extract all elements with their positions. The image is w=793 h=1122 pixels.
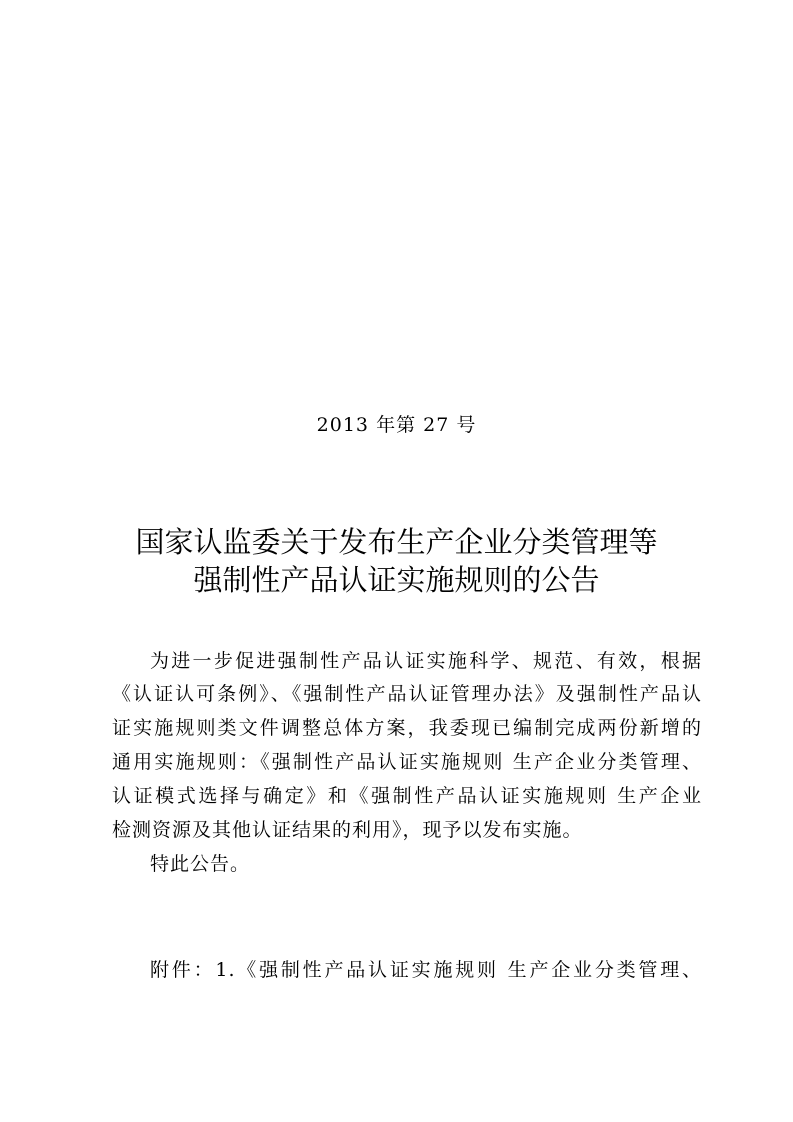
body-paragraph-line: 检测资源及其他认证结果的利用》，现予以发布实施。 <box>112 819 583 841</box>
title-line-2: 强制性产品认证实施规则的公告 <box>193 563 600 597</box>
body-paragraph-line: 认证模式选择与确定》和《强制性产品认证实施规则 生产企业 <box>112 785 702 807</box>
body-paragraph-line: 证实施规则类文件调整总体方案，我委现已编制完成两份新增的 <box>112 717 702 739</box>
body-paragraph-line: 《认证认可条例》、《强制性产品认证管理办法》及强制性产品认 <box>112 683 702 705</box>
title-line-1: 国家认监委关于发布生产企业分类管理等 <box>135 525 658 559</box>
document-number: 2013 年第 27 号 <box>316 414 477 436</box>
attachment-line: 附件：1.《强制性产品认证实施规则 生产企业分类管理、 <box>150 959 702 981</box>
body-paragraph-line: 为进一步促进强制性产品认证实施科学、规范、有效，根据 <box>150 650 702 672</box>
closing-statement: 特此公告。 <box>150 853 251 875</box>
body-paragraph-line: 通用实施规则：《强制性产品认证实施规则 生产企业分类管理、 <box>112 751 702 773</box>
